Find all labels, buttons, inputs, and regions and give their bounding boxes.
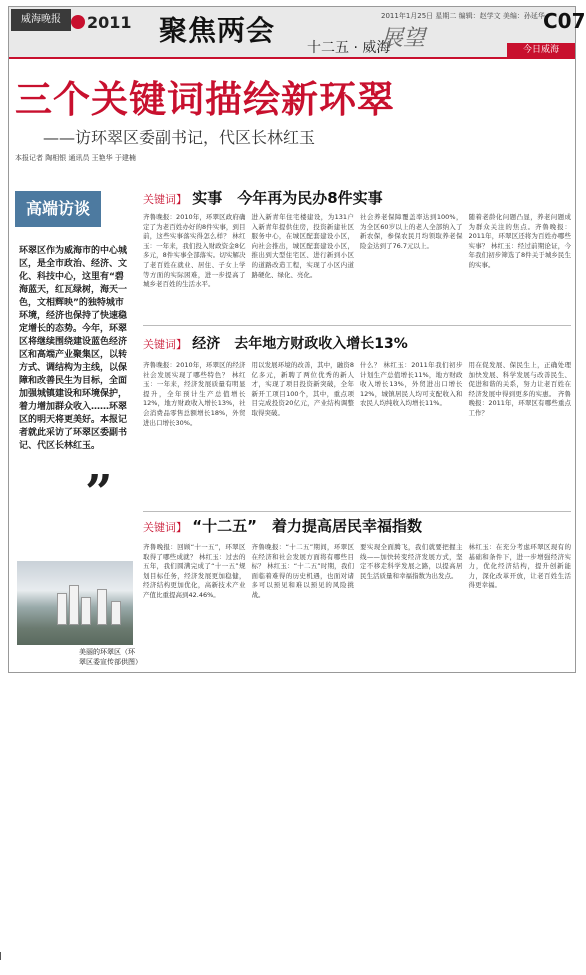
section-heading	[143, 333, 408, 353]
text-column: 林红玉：在充分考虑环翠区现有的基础和条件下，进一步增强经济实力，优化经济结构，提升创新能力，深化改革开放，让老百姓生活得更幸福。	[468, 543, 571, 590]
newspaper-logo: 威海晚报	[11, 9, 71, 31]
quote-mark-icon: ”	[85, 465, 113, 521]
section-year: 2011	[87, 13, 132, 32]
keyword-tag: 关键词】	[143, 193, 187, 206]
text-column: 齐鲁晚报：回顾“十一五”，环翠区取得了哪些成就？ 林红玉：过去的五年，我们圆满完成了“十一五”规划目标任务，经济发展更加稳健，经济结构更加优化，高新技术产业产值比重提高到42.46%。	[143, 543, 246, 599]
keyword-title: “十二五” 着力提高居民幸福指数	[192, 517, 422, 535]
section-title: 聚焦两会	[159, 14, 276, 47]
text-column: 齐鲁晚报：2010年，环翠区政府确定了为老百姓办好的8件实事，到目前，这些实事落实得怎么样？ 林红玉：一年来，我们投入财政资金8亿多元，8件实事全部落实。切实解决了老百姓在就业、居住、子女上学等方面的实际困难，进一步提高了城乡老百姓的生活水平。	[143, 213, 246, 289]
text-column: 进入新青年住宅楼建设，为131户入新青年提供住房，投资新建社区服务中心，在城区配套建设小区，向社会推出，城区配套建设小区，推出到大型住宅区、进行新到小区的道路改造工程，实现了小区内道路硬化、绿化、亮化。	[251, 213, 354, 279]
brush-calligraphy: 展望	[381, 26, 426, 51]
text-column: 随着老龄化问题凸显，养老问题成为群众关注的焦点。齐鲁晚报：2011年，环翠区还将为百姓办哪些实事？ 林红玉：经过前期论证，今年我们初步筛选了8件关于城乡民生的实事。	[468, 213, 571, 269]
section-heading	[143, 187, 383, 208]
section-shishi	[143, 187, 571, 327]
text-column: 齐鲁晚报：“十二五”期间，环翠区在经济和社会发展方面将有哪些目标？ 林红玉：“十二五”时期，我们面临着难得的历史机遇，也面对诸多可以预见和难以预见的风险挑战。	[251, 543, 354, 599]
emblem-icon	[71, 15, 85, 29]
text-column: 用以发展环境的改善，其中，融资8亿多元，新聘了两位优秀的新人才，实现了项目投资新突破，全年新开工项目100个，其中，重点项目完成投资20亿元，产业结构调整取得突破。	[251, 361, 354, 417]
keyword-title: 经济 去年地方财政收入增长13%	[192, 336, 408, 352]
masthead	[9, 7, 586, 59]
keyword-tag: 关键词】	[143, 521, 187, 534]
keyword-tag: 关键词】	[143, 338, 187, 351]
keyword-title: 实事 今年再为民办8件实事	[192, 189, 383, 207]
text-column: 要实现全面腾飞，我们就要把握主线——加快转变经济发展方式，坚定不移走科学发展之路，以提高居民生活质量和幸福指数为出发点。	[360, 543, 463, 580]
section-tag: 今日威海	[507, 43, 575, 57]
photo-caption: 美丽的环翠区（环翠区委宣传部供图）	[79, 648, 142, 666]
article-byline: 本报记者 陶相银 通讯员 王艳华 于建楠	[15, 154, 136, 162]
newspaper-page	[8, 6, 586, 673]
section-heading	[143, 515, 422, 536]
divider	[143, 325, 571, 326]
section-shierwu	[143, 515, 571, 665]
article-headline: 三个关键词描绘新环翠	[15, 78, 395, 121]
text-column: 社会养老保障覆盖率达到100%，为全区60岁以上的老人全部纳入了新农保，参保农民月均领取养老保险金达到了76.7元以上。	[360, 213, 463, 250]
text-column: 什么？ 林红玉：2011年我们初步计划生产总值增长11%，地方财政收入增长13%，外贸进出口增长12%，城镇居民人均可支配收入和农民人均纯收入均增长11%。	[360, 361, 463, 408]
section-columns	[143, 543, 571, 663]
text-column: 用在促发展、保民生上，正确处理加快发展、科学发展与改善民生、促进和谐的关系，努力让老百姓在经济发展中得到更多的实惠。 齐鲁晚报：2011年，环翠区有哪些重点工作？	[468, 361, 571, 417]
margin-tick	[0, 952, 7, 960]
sidebar	[9, 181, 142, 666]
section-columns	[143, 361, 571, 507]
section-columns	[143, 213, 571, 323]
section-subtitle: 十二五 · 威海	[307, 40, 391, 56]
divider	[143, 511, 571, 512]
text-column: 齐鲁晚报：2010年，环翠区的经济社会发展实现了哪些特色？ 林红玉：一年来，经济发展质量有明显提升，全年预计生产总值增长12%，地方财政收入增长13%，社会消费品零售总额增长18%，外贸进出口增长30%。	[143, 361, 246, 427]
section-jingji	[143, 333, 571, 509]
article-subhead: ——访环翠区委副书记，代区长林红玉	[43, 128, 316, 147]
dateline: 2011年1月25日 星期二 编辑：赵学文 美编：孙延华	[381, 12, 545, 20]
intro-text: 环翠区作为威海市的中心城区，是全市政治、经济、文化、科技中心，这里有“碧海蓝天，红瓦绿树，海天一色，文相辉映”的独特城市环境，经济也保持了快速稳定增长的态势。今年，环翠区将继续围绕建设蓝色经济区和高端产业聚集区，以转方式、调结构为主线，以保障和改善民生为目标，全面加强城镇建设和环境保护，着力增加群众收入……环翠区的明天将更美好。本报记者就此采访了环翠区委副书记、代区长林红玉。	[19, 246, 128, 451]
page-code: C07	[543, 9, 586, 33]
interview-badge: 高端访谈	[15, 191, 101, 227]
city-photo	[17, 561, 133, 645]
